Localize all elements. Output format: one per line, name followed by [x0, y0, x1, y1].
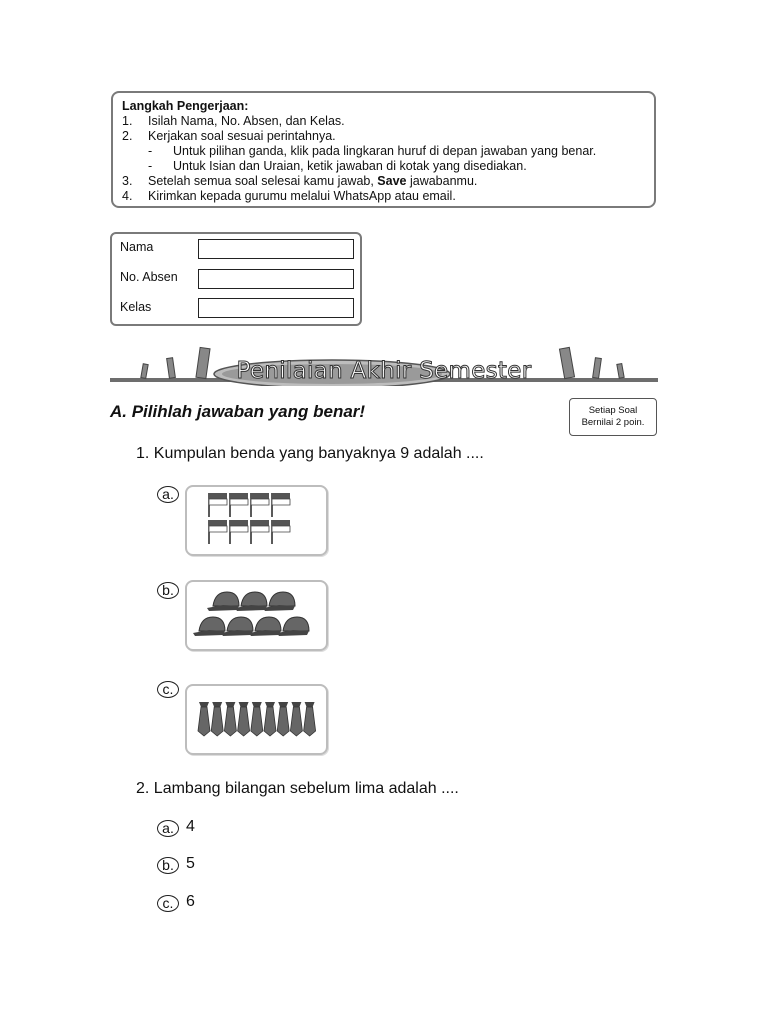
question-1: 1. Kumpulan benda yang banyaknya 9 adalah .... [136, 445, 484, 462]
necktie-icon [238, 702, 250, 736]
instruction-step: 4. [122, 189, 133, 203]
cap-icon [263, 592, 295, 611]
cap-icon [187, 582, 327, 648]
instruction-substep-text: Untuk Isian dan Uraian, ketik jawaban di kotak yang disediakan. [173, 159, 527, 173]
instruction-step-text: Setelah semua soal selesai kamu jawab, Save jawabanmu. [148, 174, 478, 188]
instruction-step-text: Kirimkan kepada gurumu melalui WhatsApp atau email. [148, 189, 456, 203]
identity-form [110, 232, 362, 326]
option-c-text: 6 [186, 893, 195, 910]
option-c-radio[interactable]: c. [157, 681, 179, 698]
option-b-text: 5 [186, 855, 195, 872]
necktie-icon [264, 702, 276, 736]
points-note [569, 398, 657, 436]
flag-icon [230, 493, 248, 517]
flag-icon [187, 487, 327, 553]
instruction-substep-dash: - [148, 144, 153, 158]
name-label: Nama [120, 240, 154, 254]
cap-icon [221, 617, 253, 636]
flag-icon [272, 520, 290, 544]
banner-title: Penilaian Akhir Semester [236, 358, 532, 384]
flag-icon [230, 520, 248, 544]
kelas-input[interactable] [198, 298, 354, 318]
cap-icon [277, 617, 309, 636]
question-2: 2. Lambang bilangan sebelum lima adalah .... [136, 780, 459, 797]
option-b-radio[interactable]: b. [157, 582, 179, 599]
necktie-icon [211, 702, 223, 736]
instruction-step-text: Isilah Nama, No. Absen, dan Kelas. [148, 114, 345, 128]
flag-icon [251, 520, 269, 544]
option-b-picture [185, 580, 328, 651]
name-input[interactable] [198, 239, 354, 259]
flag-icon [251, 493, 269, 517]
instruction-substep-text: Untuk pilihan ganda, klik pada lingkaran huruf di depan jawaban yang benar. [173, 144, 597, 158]
necktie-icon [198, 702, 210, 736]
absen-input[interactable] [198, 269, 354, 289]
absen-label: No. Absen [120, 270, 178, 284]
section-title: A. Pilihlah jawaban yang benar! [110, 402, 366, 421]
option-a-picture [185, 485, 328, 556]
necktie-icon [304, 702, 316, 736]
banner [110, 342, 658, 386]
option-b-radio[interactable]: b. [157, 857, 179, 874]
cap-icon [193, 617, 225, 636]
flag-icon [272, 493, 290, 517]
instruction-step: 2. [122, 129, 133, 143]
instruction-step: 1. [122, 114, 133, 128]
necktie-icon [277, 702, 289, 736]
instructions-title: Langkah Pengerjaan: [122, 99, 249, 113]
necktie-icon [224, 702, 236, 736]
necktie-icon [187, 686, 327, 752]
instruction-step: 3. [122, 174, 133, 188]
flag-icon [209, 493, 227, 517]
instructions-box [111, 91, 656, 208]
necktie-icon [290, 702, 302, 736]
cap-icon [235, 592, 267, 611]
points-line: Setiap Soal [588, 405, 638, 416]
flag-icon [209, 520, 227, 544]
option-a-text: 4 [186, 818, 195, 835]
cap-icon [207, 592, 239, 611]
necktie-icon [251, 702, 263, 736]
instruction-step-text: Kerjakan soal sesuai perintahnya. [148, 129, 336, 143]
cap-icon [249, 617, 281, 636]
option-c-picture [185, 684, 328, 755]
option-a-radio[interactable]: a. [157, 486, 179, 503]
save-emphasis: Save [377, 174, 407, 188]
points-line: Bernilai 2 poin. [581, 417, 645, 428]
option-c-radio[interactable]: c. [157, 895, 179, 912]
option-a-radio[interactable]: a. [157, 820, 179, 837]
instruction-substep-dash: - [148, 159, 153, 173]
kelas-label: Kelas [120, 300, 152, 314]
